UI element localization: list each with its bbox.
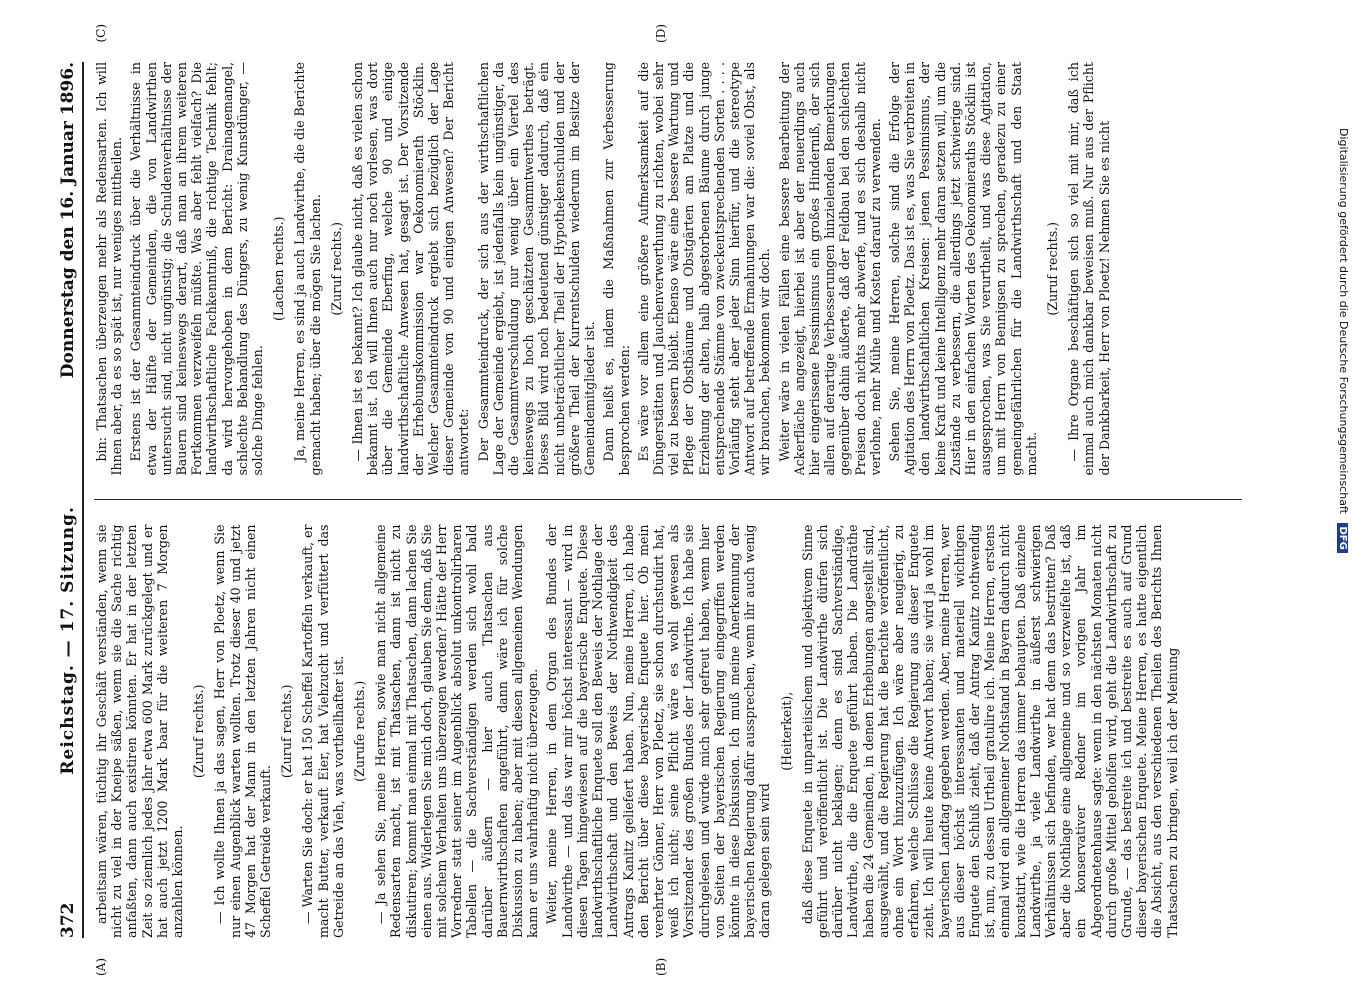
interjection: (Zuruf rechts.)	[1044, 221, 1060, 316]
margin-marker-d: (D)	[654, 24, 668, 43]
interjection: (Zuruf rechts.)	[279, 684, 295, 779]
interjection: (Lachen rechts.)	[271, 216, 287, 322]
page-header	[58, 62, 84, 938]
paragraph: — Ja sehen Sie, meine Herren, sowie man nicht allgemeine Redensarten macht, ist mit Thatsachen, dann ist nicht zu diskutiren; kommt man einmal mit Thatsachen, dann lachen Sie einen aus. Widerlegen Sie mich doch, glauben Sie denn, daß Sie mit solchem Verhalten uns überzeugen werden? Hätte der Herr Vorredner statt seiner im Augenblick absolut unkontrolirbaren Tabellen — die Sachverständigen werden sich wohl bald darüber äußern — hier auch Thatsachen aus Bauernwirthschaften angeführt, dann wäre ich für solche Diskussion zu haben; aber mit diesen allgemeinen Wendungen kann er uns wahrhaftig nicht überzeugen.	[373, 524, 541, 938]
paragraph: Ja, meine Herren, es sind ja auch Landwirthe, die die Berichte gemacht haben; über die mögen Sie lachen.	[292, 62, 323, 476]
credit-text: Digitalisierung gefördert durch die Deutsche Forschungsgemeinschaft	[1337, 128, 1350, 514]
left-column	[94, 525, 1242, 939]
paragraph: bin: Thatsachen überzeugen mehr als Redensarten. Ich will Ihnen aber, da es so spät ist, nur weniges mittheilen.	[94, 62, 125, 476]
paragraph: — Ihnen ist es bekannt? Ich glaube nicht, daß es vielen schon bekannt ist. Ich will Ihnen auch nur noch vorlesen, was dort über die Gemeinde Eberfing, welche 90 und einige landwirthschaftliche Anwesen hat, gesagt ist. Der Vorsitzende der Erhebungskommission war Oekonomierath Stöcklin. Welcher Gesammteindruck ergiebt sich bezüglich der Lage dieser Gemeinde von 90 und einigen Anwesen? Der Bericht antwortet:	[350, 62, 472, 476]
paragraph: Weiter, meine Herren, in dem Organ des Bundes der Landwirthe — und das war mir höchst interessant — wird in diesen Tagen hingewiesen auf die bayerische Enquete. Diese landwirthschaftliche Enquete soll den Beweis der Nothlage der Landwirthschaft und den Beweis der Nothwendigkeit des Antrags Kanitz geliefert haben. Nun, meine Herren, ich habe den Bericht über diese bayerische Enquete hier. Ob mein verehrter Gönner, Herr von Ploetz, sie schon durchstudirt hat, weiß ich nicht; seine Pflicht wäre es wohl gewesen als Vorsitzender des großen Bundes der Landwirthe. Ich habe sie durchgelesen und würde mich sehr gefreut haben, wenn hier von Seiten der bayerischen Regierung eingegriffen werden könnte in diese Diskussion. Ich muß meine Anerkennung der bayerischen Regierung dafür aussprechen, wenn ihr auch wenig daran gelegen sein wird	[544, 524, 773, 938]
interjection: (Heiterkeit),	[778, 691, 794, 771]
right-column	[94, 62, 1242, 476]
paragraph: — Warten Sie doch: er hat 150 Scheffel Kartoffeln verkauft, er macht Butter, verkauft Eier, hat Viehzucht und verfüttert das Getreide an das Vieh, was vortheilhafter ist.	[300, 524, 346, 938]
digitization-credit	[1330, 8, 1352, 998]
paragraph: Sehen Sie, meine Herren, solche sind die Erfolge der Agitation des Herrn von Ploetz. Das ist es, was Sie verbreiten in den landwirthschaftlichen Kreisen: jenen Pessimismus, der keine Kraft und keine Intelligenz mehr daran setzen will, um die Zustände zu verbessern, die allerdings jetzt schwierige sind. Hier in den einfachen Worten des Oekonomieraths Stöcklin ist ausgesprochen, was Sie verurtheilt, und was diese Agitation, um mit Herrn von Bennigsen zu sprechen, geradezu zu einer gemeingefährlichen für die Landwirthschaft und den Staat macht.	[886, 62, 1039, 476]
margin-marker-a: (A)	[94, 957, 108, 976]
paragraph: Weiter wäre in vielen Fällen eine bessere Bearbeitung der Ackerfläche angezeigt, hierbei ist aber der neuerdings auch hier eingerissene Pessimismus ein großes Hinderniß, der sich allen auf derartige Verbesserungen hinzielenden Bemerkungen gegenüber dahin äußerte, daß der Feldbau bei den schlechten Preisen doch nichts mehr abwerfe, und es sich deshalb nicht verlohne, mehr Mühe und Kosten darauf zu verwenden.	[776, 62, 883, 476]
column-divider	[94, 500, 1242, 501]
page-number: 372	[58, 902, 78, 938]
paragraph: Erstens ist der Gesammteindruck über die Verhältnisse in etwa der Hälfte der Gemeinden, die von Landwirthen untersucht sind, nicht ungünstig; die Schuldenverhältnisse der Bauern sind keineswegs derart, daß man an ihrem weiteren Fortkommen verzweifeln müßte. Was aber fehlt vielfach? Die landwirthschaftliche Fachkenntniß, die richtige Technik fehlt; da wird hervorgehoben in dem Bericht: Drainagemangel, schlechte Behandlung des Düngers, zu wenig Kunstdünger, — solche Dinge fehlen.	[128, 62, 266, 476]
paragraph: arbeitsam wären, tüchtig ihr Geschäft verständen, wenn sie nicht zu viel in der Kneipe säßen, wenn sie die Sache richtig anfaßten, dann auch existiren könnten. Er hat in der letzten Zeit so ziemlich jedes Jahr etwa 600 Mark zurückgelegt und er hat auch jetzt 1200 Mark baar für die weiteren 7 Morgen anzahlen können.	[94, 524, 186, 938]
paragraph: Dann heißt es, indem die Maßnahmen zur Verbesserung besprochen werden:	[601, 62, 632, 476]
dfg-logo: DFG	[1337, 523, 1348, 552]
interjection: (Zuruf rechts.)	[328, 221, 344, 316]
margin-marker-c: (C)	[94, 24, 108, 43]
margin-marker-b: (B)	[654, 957, 668, 976]
paragraph: daß diese Enquete in unparteiischem und objektivem Sinne geführt und veröffentlicht ist. Die Landwirthe dürfen sich darüber nicht beklagen; denn es sind Sachverständige, Landwirthe, die die Enquete geführt haben. Die Landräthe haben die 24 Gemeinden, in denen Erhebungen angestellt sind, ausgewählt, und die Regierung hat die Berichte veröffentlicht, ohne ein Wort hinzuzufügen. Ich wäre aber neugierig, zu erfahren, welche Schlüsse die Regierung aus dieser Enquete zieht. Ich will heute keine Antwort haben; sie wird ja wohl im bayerischen Landtag gegeben werden. Aber, meine Herren, wer aus dieser höchst interessanten und materiell wichtigen Enquete den Schluß zieht, daß der Antrag Kanitz nothwendig ist, nun, zu dessen Urtheil gratulire ich. Meine Herren, erstens einmal wird ein allgemeiner Nothstand in Bayern dadurch nicht konstatirt, wie die Herren das immer behaupten. Daß einzelne Landwirthe, ja viele Landwirthe in äußerst schwierigen Verhältnissen sich befinden, wer hat denn das bestritten? Daß aber die Nothlage eine allgemeine und so verzweifelte ist, daß ein konservativer Redner im vorigen Jahr im Abgeordnetenhause sagte: wenn in den nächsten Monaten nicht durch große Mittel geholfen wird, geht die Landwirthschaft zu Grunde, — das bestreite ich und bestreite es auch auf Grund dieser bayerischen Enquete. Meine Herren, es hatte eigentlich die Absicht, aus den verschiedenen Theilen des Berichts Ihnen Thatsachen zu bringen, weil ich der Meinung	[799, 524, 1180, 938]
header-session: Reichstag. — 17. Sitzung.	[58, 506, 78, 775]
interjection: (Zurufe rechts.)	[352, 680, 368, 782]
paragraph: — Ich wollte Ihnen ja das sagen, Herr von Ploetz, wenn Sie nur einen Augenblick warten wollten. Trotz dieser 40 und jetzt 47 Morgen hat der Mann in den letzten Jahren nicht einen Scheffel Getreide verkauft.	[212, 524, 274, 938]
paragraph: — Ihre Organe beschäftigen sich so viel mit mir, daß ich einmal auch mich dankbar beweisen muß. Nur aus der Pflicht der Dankbarkeit, Herr von Ploetz! Nehmen Sie es nicht	[1066, 62, 1112, 476]
text-columns	[94, 24, 1242, 976]
paragraph: Es wäre vor allem eine größere Aufmerksamkeit auf die Düngerstätten und Jauchenverwerthung zu richten, wobei sehr viel zu bessern bleibt. Ebenso wäre eine bessere Wartung und Pflege der Obstbäume und Obstgärten am Platze und die Erziehung der alten, halb abgestorbenen Bäume durch junge entsprechende Stämme von zweckentsprechenden Sorten . . . . Vorläufig steht aber jeder Sinn hierfür, und die stereotype Antwort auf betreffende Ermahnungen war die: soviel Obst, als wir brauchen, bekommen wir doch.	[635, 62, 773, 476]
header-date: Donnerstag den 16. Januar 1896.	[58, 62, 78, 379]
interjection: (Zuruf rechts.)	[191, 684, 207, 779]
paragraph: Der Gesammteindruck, der sich aus der wirthschaftlichen Lage der Gemeinde ergiebt, ist jedenfalls kein ungünstiger, da die Gesammtverschuldung nur wenig über ein Viertel des keineswegs zu hoch geschätzten Gesammtwerthes beträgt. Dieses Bild wird noch bedeutend günstiger dadurch, daß ein nicht unbeträchtlicher Theil der Hypothekenschulden und der größere Theil der Kurrentschulden wiederum im Besitze der Gemeindemitglieder ist.	[475, 62, 598, 476]
